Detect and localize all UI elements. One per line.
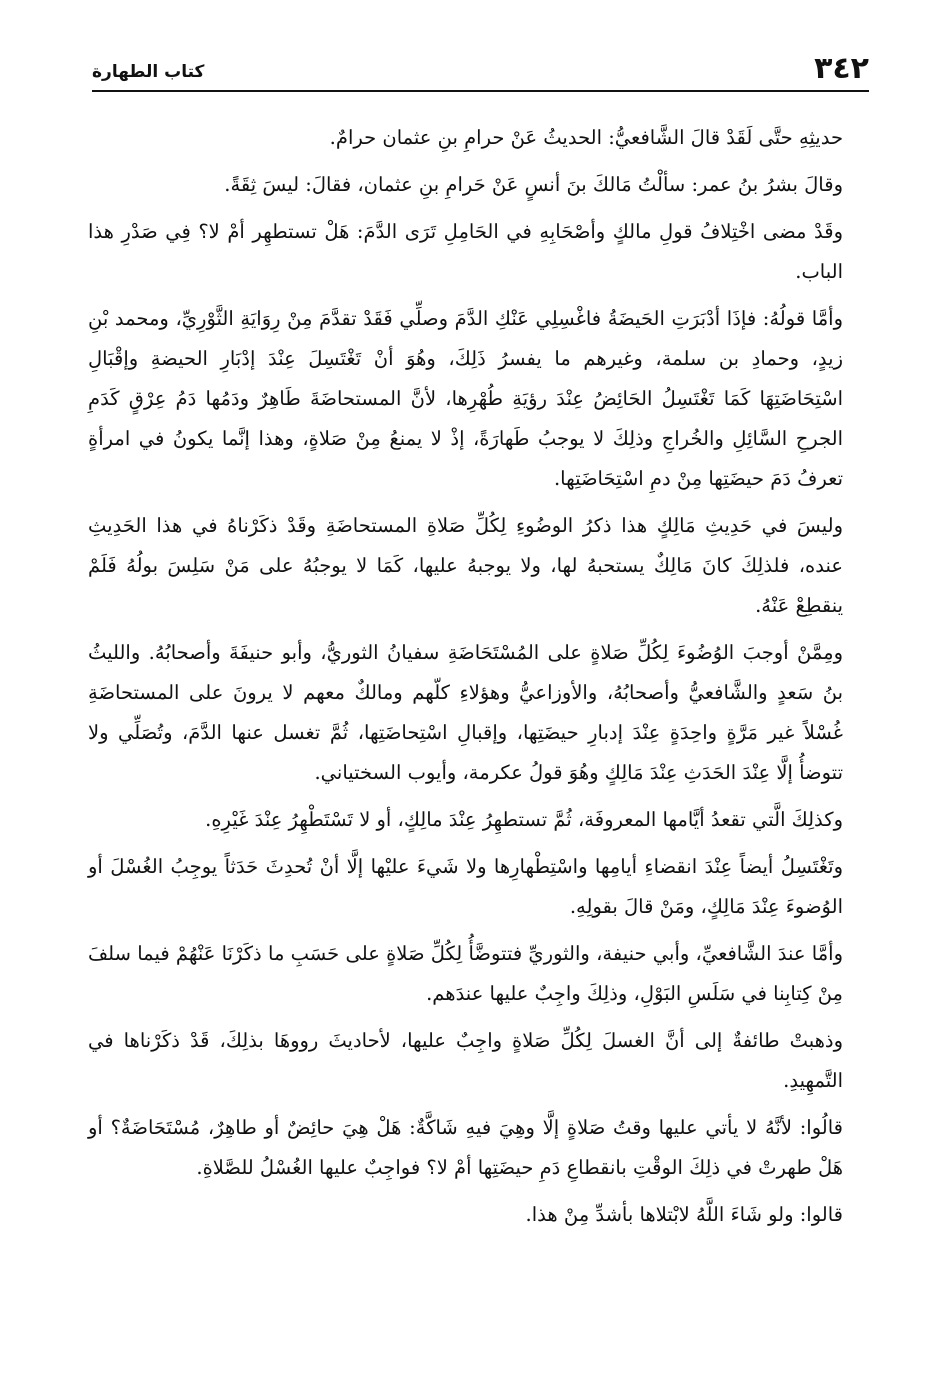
paragraph: ومِمَّنْ أوجبَ الوُضُوءَ لِكُلِّ صَلاةٍ على المُسْتَحَاضَةِ سفيانُ الثوريُّ، وأبو حنيفَةَ وأصحابُهُ. والليثُ بنُ سَعدٍ والشَّافعيُّ وأصحابُهُ، والأوزاعيُّ وهؤلاءِ كلّهم ومالكٌ معهم لا يرونَ على المستحاضَةِ غُسْلاً غير مَرَّةٍ واحِدَةٍ عِنْدَ إدبارِ حيضَتِها، وإقبالِ اسْتِحاضَتِها، ثُمَّ تغسل عنها الدَّمَ، وتُصَلِّي ولا تتوضأُ إلَّا عِنْدَ الحَدَثِ عِنْدَ مَالِكٍ وهُوَ قولُ عكرمة، وأيوب السختياني. — [88, 641, 843, 784]
paragraph: قالُوا: لأنَّهُ لا يأتي عليها وقتُ صَلاةٍ إلَّا وهِيَ فيهِ شَاكَّةٌ: هَلْ هِيَ حائِضٌ أو طاهِرٌ، مُسْتَحَاضَةٌ؟ أو هَلْ طهرتْ في ذلِكَ الوقْتِ بانقطاعِ دَمِ حيضَتِها أمْ لا؟ فواجِبٌ عليها الغُسْلُ للصَّلاةِ. — [88, 1116, 843, 1179]
paragraph: وتَغْتَسِلُ أيضاً عِنْدَ انقضاءِ أيامِها واسْتِطْهارِها ولا شَيءَ عليْها إلَّا أنْ تُحدِثَ حَدَثاً يوجِبُ الغُسْلَ أو الوُضوءَ عِنْدَ مَالِكٍ، ومَنْ قالَ بقولِهِ. — [88, 855, 843, 918]
paragraph: وقالَ بشرُ بنُ عمر: سألْتُ مَالكَ بنَ أنسٍ عَنْ حَرامِ بنِ عثمان، فقالَ: ليسَ ثِقَةً. — [224, 173, 843, 196]
header-rule — [92, 90, 869, 92]
paragraph: وكذلِكَ الَّتي تقعدُ أيَّامها المعروفَة، ثُمَّ تستطهِرُ عِنْدَ مالِكٍ، أو لا تَسْتَطْهِرُ عِنْدَ غَيْرِهِ. — [205, 808, 843, 831]
page-header — [92, 40, 869, 90]
paragraph: وذهبتْ طائفةٌ إلى أنَّ الغسلَ لِكُلِّ صَلاةٍ واجِبٌ عليها، لأحاديثَ رووهَا بذلِكَ، قَدْ ذكَرْناها في التَّمهِيدِ. — [88, 1029, 843, 1092]
running-title: كتاب الطهارة — [92, 62, 205, 82]
paragraph: وقَدْ مضى اخْتِلافُ قولِ مالكٍ وأصْحَابِهِ في الحَامِلِ تَرَى الدَّمَ: هَلْ تستطهِر أمْ لا؟ فِي صَدْرِ هذا الباب. — [88, 220, 843, 283]
paragraph: حديثِهِ حتَّى لَقَدْ قالَ الشَّافعيُّ: الحديثُ عَنْ حرامِ بنِ عثمان حرامٌ. — [329, 126, 843, 149]
paragraph: وأمَّا عندَ الشَّافعيِّ، وأبي حنيفة، والثوريِّ فتتوضَّأُ لِكُلِّ صَلاةٍ على حَسَبِ ما ذكَرْنَا عَنْهُمْ فيما سلفَ مِنْ كِتابِنا في سَلَسِ البَوْلِ، وذلِكَ واجِبٌ عليها عندَهم. — [88, 942, 843, 1005]
page-body — [88, 118, 843, 1242]
paragraph: وليسَ في حَدِيثِ مَالِكٍ هذا ذكرُ الوضُوءِ لِكُلِّ صَلاةِ المستحاضَةِ وقَدْ ذكَرْناهُ في هذا الحَدِيثِ عنده، فلذلِكَ كانَ مَالِكٌ يستحبهُ لها، ولا يوجبهُ عليها، كَمَا لا يوجبُهُ على مَنْ سَلِسَ بولُهُ فَلَمْ ينقطِعْ عَنْهُ. — [88, 514, 843, 617]
paragraph: وأمَّا قولُهُ: فإذَا أدْبَرَتِ الحَيضَةُ فاغْسِلِي عَنْكِ الدَّمَ وصلِّي فَقَدْ تقدَّمَ مِنْ رِوَايَةِ الثَّوْرِيِّ، ومحمد بْنِ زيدٍ، وحمادِ بن سلمة، وغيرهم ما يفسرُ ذَلِكَ، وهُوَ أنْ تَغْتَسِلَ عِنْدَ إدْبَارِ الحيضةِ وإقْبَالِ اسْتِحَاضَتِهَا كَمَا تَغْتَسِلُ الحَائِضُ عِنْدَ رؤيَةِ طُهْرِها، لأنَّ المستحاضَةَ طَاهِرٌ ودَمُها دَمُ عِرْقٍ كَدَمِ الجرحِ السَّائِلِ والخُراجِ وذلِكَ لا يوجبُ طَهارَةً، إذْ لا يمنعُ مِنْ صَلاةٍ، وهذا إنَّما يكونُ في امرأةٍ تعرفُ دَمَ حيضَتِها مِنْ دمِ اسْتِحَاضَتِها. — [88, 307, 843, 490]
paragraph: قالوا: ولو شَاءَ اللَّهُ لابْتلاها بأشدِّ مِنْ هذا. — [525, 1203, 843, 1226]
page-number: ٣٤٢ — [814, 51, 869, 86]
